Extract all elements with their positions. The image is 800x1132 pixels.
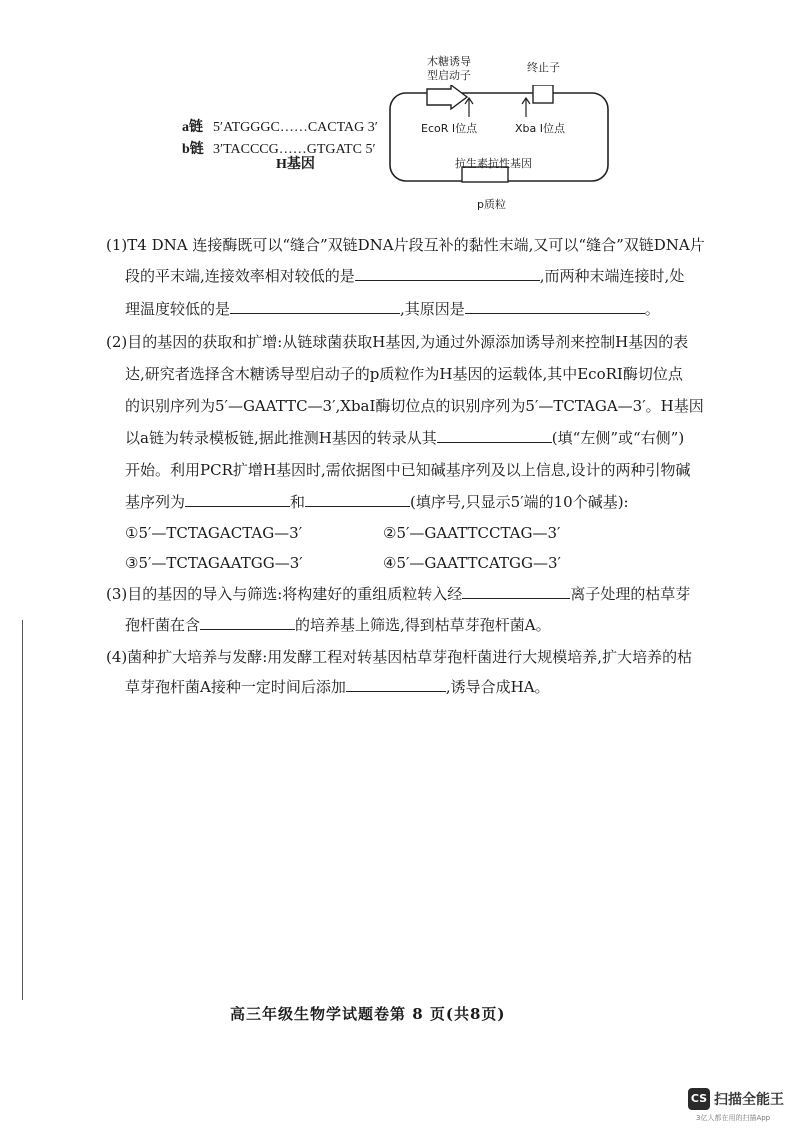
q2-option-3: ③5′—TCTAGAATGG—3′ (125, 554, 303, 572)
a-strand-sequence: 5′ATGGGC……CACTAG 3′ (213, 120, 378, 135)
h-gene-label: H基因 (276, 157, 315, 172)
q4-line-1: (4)菌种扩大培养与发酵:用发酵工程对转基因枯草芽孢杆菌进行大规模培养,扩大培养的枯 (106, 648, 693, 666)
q3-answer-blank-1[interactable] (462, 584, 570, 599)
q2-answer-blank-3[interactable] (305, 492, 410, 507)
ecori-site-label: EcoR Ⅰ位点 (421, 122, 478, 135)
q2-answer-blank-1[interactable] (437, 428, 552, 443)
q2-line-1: (2)目的基因的获取和扩增:从链球菌获取H基因,为通过外源添加诱导剂来控制H基因的表 (106, 333, 689, 351)
a-strand-label: a链 (182, 120, 203, 135)
scanner-app-name: 扫描全能王 (714, 1092, 784, 1108)
q2-line-6: 基序列为 和 (填序号,只显示5′端的10个碱基): (125, 493, 629, 511)
resistance-gene-label: 抗生素抗性基因 (455, 157, 532, 170)
q1-answer-blank-2[interactable] (230, 299, 400, 314)
q2-option-1: ①5′—TCTAGACTAG—3′ (125, 524, 303, 542)
q2-option-2: ②5′—GAATTCCTAG—3′ (383, 524, 561, 542)
q3-line-2: 孢杆菌在含 的培养基上筛选,得到枯草芽孢杆菌A。 (125, 616, 551, 634)
q2-line-3: 的识别序列为5′—GAATTC—3′,XbaI酶切位点的识别序列为5′—TCTAGA—3′。H基因 (125, 397, 704, 415)
terminator-label: 终止子 (527, 61, 560, 74)
q1-line-3: 理温度较低的是 ,其原因是 。 (125, 300, 660, 318)
promoter-label-2: 型启动子 (427, 69, 471, 82)
b-strand-sequence: 3′TACCCG……GTGATC 5′ (213, 142, 376, 157)
q2-answer-blank-2[interactable] (185, 492, 290, 507)
promoter-label-1: 木糖诱导 (427, 55, 471, 68)
promoter-arrow-icon (427, 85, 467, 109)
terminator-box (533, 85, 553, 103)
q4-answer-blank-1[interactable] (346, 677, 446, 692)
q2-option-4: ④5′—GAATTCATGG—3′ (383, 554, 561, 572)
q1-line-2: 段的平末端,连接效率相对较低的是 ,而两种末端连接时,处 (125, 267, 685, 285)
b-strand-label: b链 (182, 142, 204, 157)
q2-line-4: 以a链为转录模板链,据此推测H基因的转录从其 (填“左侧”或“右侧”) (125, 429, 685, 447)
q1-answer-blank-3[interactable] (465, 299, 645, 314)
camscanner-logo-icon: CS (688, 1088, 710, 1110)
q1-line-1: (1)T4 DNA 连接酶既可以“缝合”双链DNA片段互补的黏性末端,又可以“缝合”双链DNA片 (106, 236, 705, 254)
page-footer: 高三年级生物学试题卷第 8 页(共8页) (230, 1005, 506, 1023)
scanner-tagline: 3亿人都在用的扫描App (696, 1114, 771, 1122)
q4-line-2: 草芽孢杆菌A接种一定时间后添加 ,诱导合成HA。 (125, 678, 550, 696)
q1-answer-blank-1[interactable] (355, 266, 540, 281)
q3-line-1: (3)目的基因的导入与筛选:将构建好的重组质粒转入经 离子处理的枯草芽 (106, 585, 691, 603)
scan-margin-line (22, 620, 23, 1000)
xbai-site-label: Xba Ⅰ位点 (515, 122, 565, 135)
q2-line-5: 开始。利用PCR扩增H基因时,需依据图中已知碱基序列及以上信息,设计的两种引物碱 (125, 461, 691, 479)
plasmid-label: p质粒 (477, 198, 506, 211)
q3-answer-blank-2[interactable] (200, 615, 295, 630)
q2-line-2: 达,研究者选择含木糖诱导型启动子的p质粒作为H基因的运载体,其中EcoRI酶切位点 (125, 365, 683, 383)
